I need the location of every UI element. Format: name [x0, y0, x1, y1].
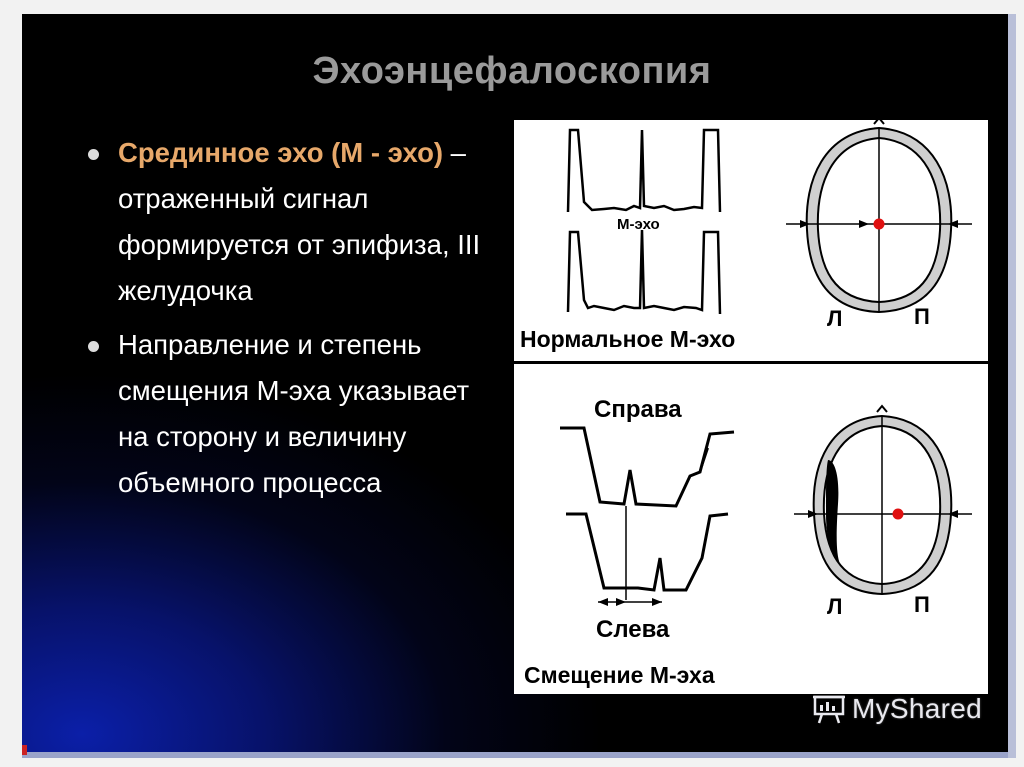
bullet-1-highlight: Срединное эхо (М - эхо): [118, 137, 444, 168]
watermark-text: MyShared: [852, 693, 983, 724]
slide-bottom-border: [22, 752, 1008, 758]
slide-right-border: [1008, 14, 1016, 758]
shift-echo-diagram: [514, 364, 988, 694]
normal-caption: Нормальное М-эхо: [520, 326, 736, 352]
m-echo-shift-figure: [514, 364, 988, 694]
watermark: [812, 690, 992, 728]
normal-right-label: П: [914, 304, 930, 329]
m-echo-label: М-эхо: [617, 216, 660, 233]
slide-title: Эхоэнцефалоскопия: [312, 50, 712, 92]
bullet-2-text: Направление и степень смещения М-эха указывает на сторону и величину объемного процесса: [118, 329, 470, 498]
shift-caption: Смещение М-эха: [524, 662, 715, 688]
skull-normal-icon: [786, 120, 972, 312]
shift-right-text: Справа: [594, 396, 682, 423]
bullet-1-text: – отраженный сигнал формируется от эпифиза, III желудочка: [118, 137, 481, 306]
slide-corner-mark: [22, 745, 27, 755]
shift-left-text: Слева: [596, 616, 670, 643]
bullet-list: [88, 130, 498, 508]
skull-shifted-icon: [794, 406, 972, 594]
presentation-board-icon: [812, 694, 846, 724]
normal-m-echo-figure: [514, 120, 988, 361]
bullet-dot-icon: [88, 149, 99, 160]
shift-right-label: П: [914, 592, 930, 617]
bullet-item-2: [88, 322, 498, 506]
bullet-item-1: [88, 130, 498, 314]
shift-left-label: Л: [827, 594, 843, 619]
bullet-dot-icon: [88, 341, 99, 352]
normal-left-label: Л: [827, 306, 843, 331]
